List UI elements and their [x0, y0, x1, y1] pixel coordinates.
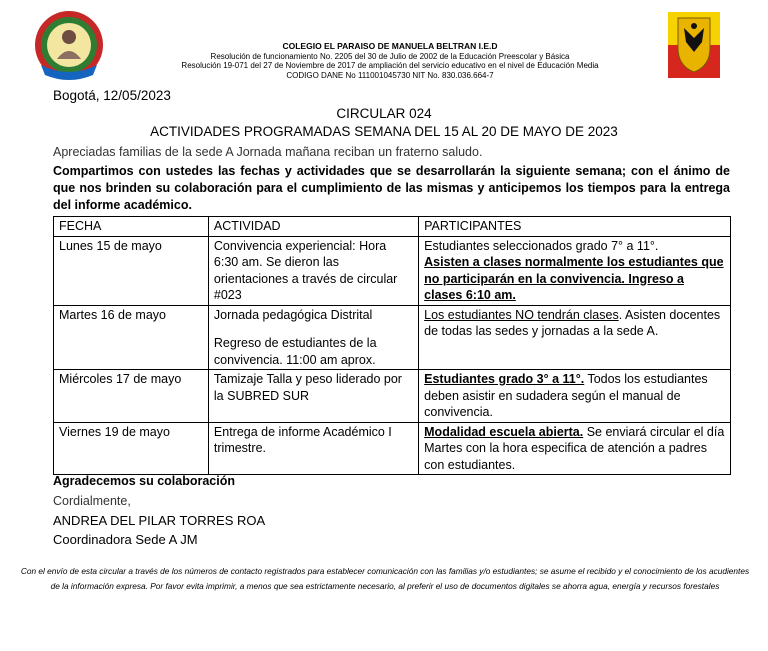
cell-fecha: Miércoles 17 de mayo	[54, 370, 209, 423]
school-name: COLEGIO EL PARAISO DE MANUELA BELTRAN I.E.D	[282, 41, 498, 51]
participants-text: Estudiantes seleccionados grado 7° a 11°.	[424, 238, 659, 253]
closing-text: Cordialmente,	[53, 494, 131, 508]
intro-paragraph: Compartimos con ustedes las fechas y actividades que se desarrollarán la siguiente semana; con el ánimo de que nos brinden su colaboración para el cumplimiento de las mismas y anticipemos los tiempos para la entrega del informe académico.	[53, 164, 730, 212]
cell-fecha: Martes 16 de mayo	[54, 305, 209, 370]
activity-text: Regreso de estudiantes de la convivencia. 11:00 am aprox.	[213, 336, 377, 367]
school-logo	[33, 9, 105, 81]
resolution-line-2: Resolución 19-071 del 27 de Noviembre de 2017 de ampliación del servicio educativo en el nivel de Educación Media	[181, 61, 599, 71]
letterhead	[110, 42, 670, 80]
dane-code-line: CODIGO DANE No 111001045730 NIT No. 830.036.664-7	[286, 70, 494, 80]
cell-participantes	[419, 236, 731, 305]
participants-highlight: Estudiantes grado 3° a 11°.	[424, 372, 585, 386]
participants-highlight: Asisten a clases normalmente los estudiantes que no participarán en la convivencia. Ingreso a clases 6:10 am.	[424, 255, 724, 302]
cell-participantes	[419, 370, 731, 423]
cell-actividad: Convivencia experiencial: Hora 6:30 am. Se dieron las orientaciones a través de circular #023	[208, 236, 418, 305]
header-fecha: FECHA	[54, 217, 209, 237]
table-row	[54, 236, 731, 305]
footer-note: Con el envío de esta circular a través de los números de contacto registrados para establecer comunicación con las familias y/o estudiantes; se asume el recibido y el conocimiento de los acudientes de la información expresa. Por favor evita imprimir, a menos que sea estrictamente necesario, al preferir el uso de documentos digitales se ahorra agua, energía y recursos forestales	[20, 566, 750, 591]
cell-actividad	[208, 305, 418, 370]
cell-fecha: Viernes 19 de mayo	[54, 422, 209, 475]
bogota-shield-logo	[668, 12, 720, 78]
cell-actividad: Entrega de informe Académico I trimestre.	[208, 422, 418, 475]
table-header-row	[54, 217, 731, 237]
header-participantes: PARTICIPANTES	[419, 217, 731, 237]
resolution-line-1: Resolución de funcionamiento No. 2205 del 30 de Julio de 2002 de la Educación Preescolar y Básica	[210, 51, 570, 61]
activity-text: Jornada pedagógica Distrital	[213, 307, 373, 322]
schedule-table	[53, 216, 731, 475]
table-row	[54, 370, 731, 423]
participants-highlight: Modalidad escuela abierta.	[424, 424, 584, 439]
cell-participantes	[419, 305, 731, 370]
cell-participantes	[419, 422, 731, 475]
circular-number: CIRCULAR 024	[336, 106, 432, 121]
cell-actividad: Tamizaje Talla y peso liderado por la SUBRED SUR	[208, 370, 418, 423]
participants-highlight: Los estudiantes NO tendrán clases	[424, 307, 619, 322]
cell-fecha: Lunes 15 de mayo	[54, 236, 209, 305]
thanks-text: Agradecemos su colaboración	[53, 474, 236, 488]
signer-name: ANDREA DEL PILAR TORRES ROA	[53, 513, 266, 528]
document-title: ACTIVIDADES PROGRAMADAS SEMANA DEL 15 AL 20 DE MAYO DE 2023	[150, 124, 618, 139]
greeting: Apreciadas familias de la sede A Jornada mañana reciban un fraterno saludo.	[53, 145, 483, 159]
date: Bogotá, 12/05/2023	[53, 88, 171, 103]
header-actividad: ACTIVIDAD	[208, 217, 418, 237]
table-row	[54, 305, 731, 370]
signer-role: Coordinadora Sede A JM	[53, 532, 198, 547]
participants-text: . Asisten docentes de todas las sedes y jornadas a la sede A.	[424, 307, 721, 338]
participants-text: Se enviará circular el día Martes con la hora especifica de atención a padres con estudiantes.	[424, 424, 725, 472]
table-row	[54, 422, 731, 475]
participants-text: Todos los estudiantes deben asistir en sudadera según el manual de convivencia.	[424, 372, 708, 419]
